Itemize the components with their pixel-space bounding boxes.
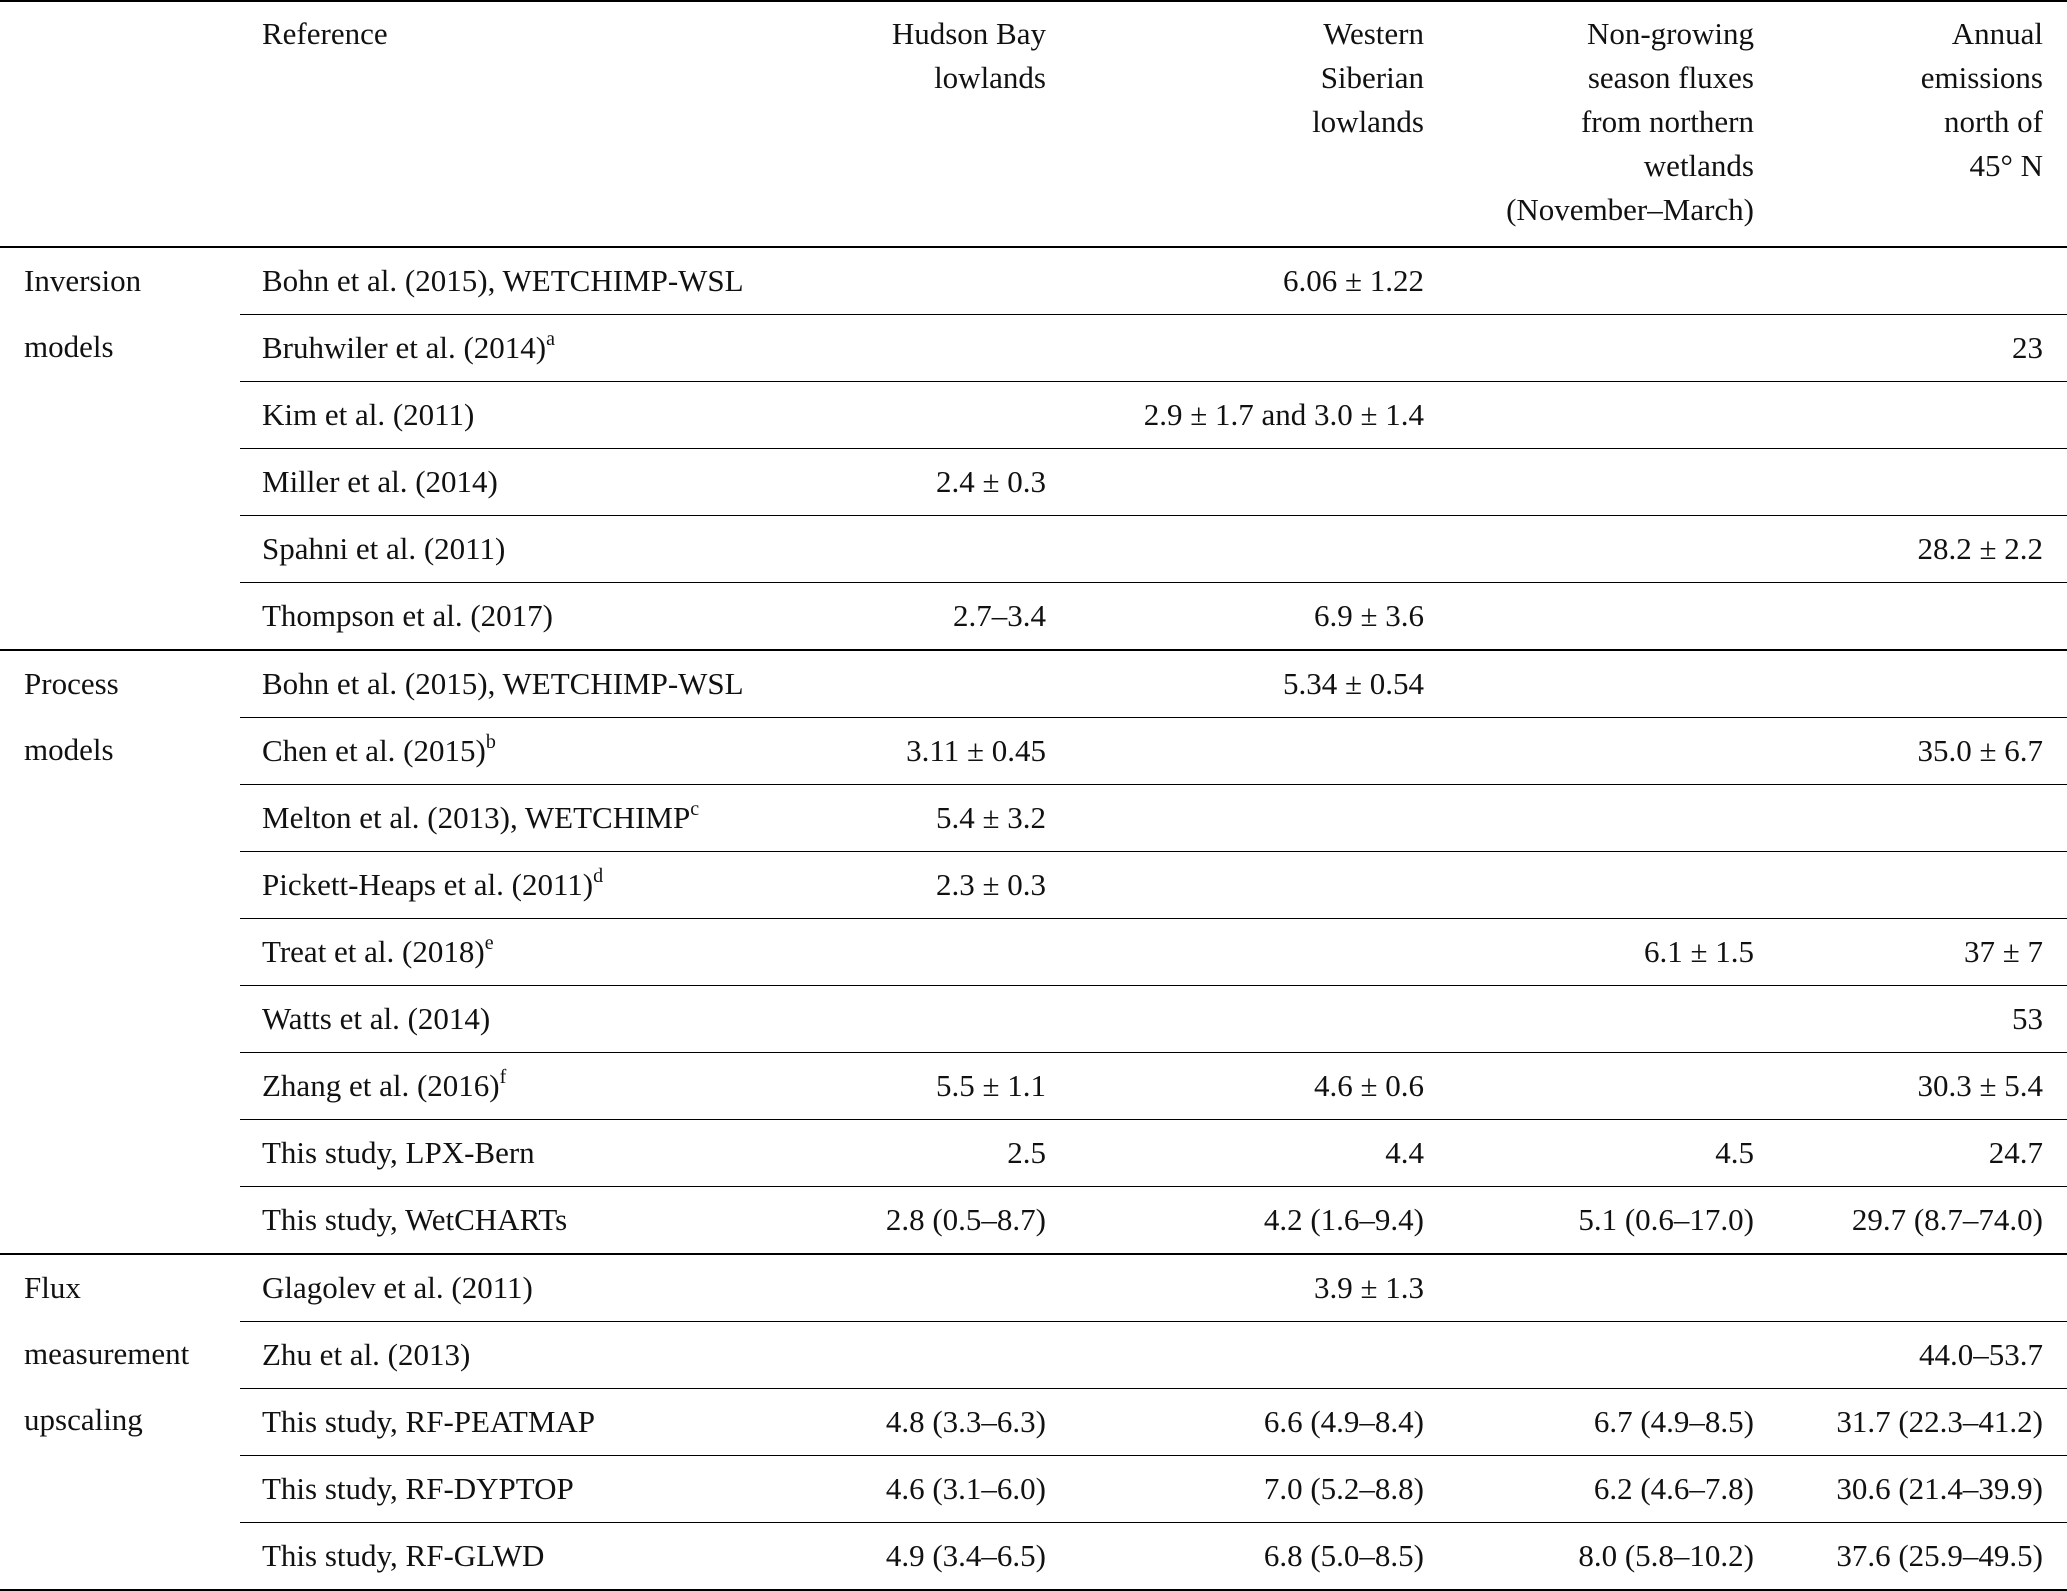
reference-cell: Thompson et al. (2017)	[262, 598, 554, 633]
non-growing-value: 5.1 (0.6–17.0)	[1578, 1202, 1754, 1237]
table-row	[0, 516, 2067, 583]
hudson-bay-value	[800, 1254, 1070, 1322]
non-growing-value	[1448, 986, 1778, 1053]
non-growing-value	[1448, 449, 1778, 516]
western-siberian-value	[1070, 449, 1448, 516]
header-non-growing: Non-growing season fluxes from northern wetlands (November–March)	[1506, 16, 1754, 227]
annual-value: 35.0 ± 6.7	[1778, 718, 2067, 785]
non-growing-value	[1448, 650, 1778, 718]
hudson-bay-value	[800, 247, 1070, 315]
annual-value: 37 ± 7	[1778, 919, 2067, 986]
table-row	[0, 583, 2067, 651]
reference-cell: Watts et al. (2014)	[240, 986, 800, 1053]
hudson-bay-value	[800, 315, 1070, 382]
hudson-bay-value	[800, 919, 1070, 986]
footnote-marker: b	[485, 730, 496, 753]
table-row	[0, 449, 2067, 516]
non-growing-value	[1448, 382, 1778, 449]
group-label: Process models	[24, 666, 119, 767]
table-row	[0, 1187, 2067, 1255]
table-row	[0, 1456, 2067, 1523]
hudson-bay-value: 2.7–3.4	[953, 598, 1046, 633]
table-header	[0, 1, 2067, 247]
reference-cell: Treat et al. $(2018)^e$	[240, 919, 800, 986]
western-siberian-value: 6.06 ± 1.22	[1070, 247, 1448, 315]
reference-cell: This study, WetCHARTs	[262, 1202, 568, 1237]
table-group	[0, 650, 2067, 1254]
table-row	[0, 650, 2067, 718]
footnote-marker: f	[499, 1065, 507, 1088]
non-growing-value	[1448, 1322, 1778, 1389]
hudson-bay-value: 4.6 (3.1–6.0)	[800, 1456, 1070, 1523]
annual-value: 23	[1778, 315, 2067, 382]
annual-value	[1778, 1254, 2067, 1322]
reference-cell: This study, RF-PEATMAP	[240, 1389, 800, 1456]
non-growing-value: 8.0 (5.8–10.2)	[1578, 1538, 1754, 1573]
western-siberian-value	[1070, 986, 1448, 1053]
western-siberian-value: 3.9 ± 1.3	[1070, 1254, 1448, 1322]
reference-cell: Melton et al. (2013), WETCHIMP$^c$	[240, 785, 800, 852]
table-row	[0, 247, 2067, 315]
table-row	[0, 986, 2067, 1053]
hudson-bay-value: 4.8 (3.3–6.3)	[800, 1389, 1070, 1456]
non-growing-value	[1448, 1254, 1778, 1322]
header-annual: Annual emissions north of 45° N	[1920, 16, 2043, 183]
table-group	[0, 247, 2067, 650]
hudson-bay-value: 5.5 ± 1.1	[800, 1053, 1070, 1120]
annual-value	[1778, 785, 2067, 852]
annual-value	[1778, 583, 2067, 651]
annual-value	[1778, 247, 2067, 315]
reference-cell: This study, RF-GLWD	[262, 1538, 545, 1573]
annual-value: 31.7 (22.3–41.2)	[1778, 1389, 2067, 1456]
western-siberian-value	[1070, 516, 1448, 583]
non-growing-value	[1448, 516, 1778, 583]
group-label: Flux measurement upscaling	[24, 1270, 190, 1437]
reference-cell: Zhang et al. $(2016)^f$	[240, 1053, 800, 1120]
hudson-bay-value	[800, 382, 1070, 449]
hudson-bay-value: 2.5	[800, 1120, 1070, 1187]
western-siberian-value: 7.0 (5.2–8.8)	[1070, 1456, 1448, 1523]
table-row	[0, 1120, 2067, 1187]
footnote-marker: d	[593, 864, 604, 887]
hudson-bay-value	[800, 986, 1070, 1053]
non-growing-value	[1448, 718, 1778, 785]
western-siberian-value	[1070, 852, 1448, 919]
reference-cell: Spahni et al. (2011)	[240, 516, 800, 583]
non-growing-value	[1448, 315, 1778, 382]
header-western-siberian: Western Siberian lowlands	[1312, 16, 1424, 139]
western-siberian-value: 4.4	[1070, 1120, 1448, 1187]
header-hudson-bay: Hudson Bay lowlands	[891, 16, 1046, 95]
annual-value: 24.7	[1778, 1120, 2067, 1187]
reference-cell: This study, RF-DYPTOP	[240, 1456, 800, 1523]
non-growing-value: 6.1 ± 1.5	[1448, 919, 1778, 986]
western-siberian-value	[1070, 718, 1448, 785]
hudson-bay-value	[800, 650, 1070, 718]
annual-value	[1778, 852, 2067, 919]
hudson-bay-value: 2.8 (0.5–8.7)	[885, 1202, 1046, 1237]
hudson-bay-value: 2.3 ± 0.3	[800, 852, 1070, 919]
western-siberian-value: 4.6 ± 0.6	[1070, 1053, 1448, 1120]
western-siberian-value	[1070, 315, 1448, 382]
hudson-bay-value	[800, 516, 1070, 583]
annual-value: 37.6 (25.9–49.5)	[1836, 1538, 2043, 1573]
reference-cell: This study, LPX-Bern	[240, 1120, 800, 1187]
annual-value	[1778, 382, 2067, 449]
western-siberian-value: 4.2 (1.6–9.4)	[1263, 1202, 1424, 1237]
reference-cell: Glagolev et al. (2011)	[240, 1254, 800, 1322]
table-row	[0, 1254, 2067, 1322]
western-siberian-value: 6.6 (4.9–8.4)	[1070, 1389, 1448, 1456]
table-group	[0, 1254, 2067, 1590]
hudson-bay-value: 4.9 (3.4–6.5)	[885, 1538, 1046, 1573]
non-growing-value: 4.5	[1448, 1120, 1778, 1187]
header-group-blank	[0, 1, 240, 247]
western-siberian-value	[1070, 919, 1448, 986]
table-row	[0, 785, 2067, 852]
reference-cell: Kim et al. (2011)	[240, 382, 800, 449]
annual-value: 30.6 (21.4–39.9)	[1778, 1456, 2067, 1523]
header-reference: Reference	[262, 16, 388, 51]
reference-cell: Zhu et al. (2013)	[240, 1322, 800, 1389]
annual-value: 53	[1778, 986, 2067, 1053]
non-growing-value	[1448, 247, 1778, 315]
non-growing-value	[1448, 852, 1778, 919]
table-row	[0, 1322, 2067, 1389]
footnote-marker: e	[484, 931, 494, 954]
western-siberian-value: 5.34 ± 0.54	[1070, 650, 1448, 718]
footnote-marker: a	[546, 327, 555, 350]
annual-value: 29.7 (8.7–74.0)	[1851, 1202, 2043, 1237]
western-siberian-value	[1070, 785, 1448, 852]
hudson-bay-value: 2.4 ± 0.3	[800, 449, 1070, 516]
hudson-bay-value: 3.11 ± 0.45	[800, 718, 1070, 785]
table-row	[0, 1053, 2067, 1120]
annual-value: 44.0–53.7	[1778, 1322, 2067, 1389]
non-growing-value: 6.7 (4.9–8.5)	[1448, 1389, 1778, 1456]
annual-value	[1778, 449, 2067, 516]
non-growing-value	[1448, 583, 1778, 651]
reference-cell: Pickett-Heaps et al. $(2011)^d$	[240, 852, 800, 919]
reference-cell: Bohn et al. (2015), WETCHIMP-WSL	[240, 247, 800, 315]
reference-cell: Chen et al. $(2015)^b$	[240, 718, 800, 785]
non-growing-value	[1448, 785, 1778, 852]
western-siberian-value: 2.9 ± 1.7 and 3.0 ± 1.4	[1070, 382, 1448, 449]
table-row	[0, 718, 2067, 785]
table-row	[0, 852, 2067, 919]
annual-value	[1778, 650, 2067, 718]
annual-value: 28.2 ± 2.2	[1778, 516, 2067, 583]
reference-cell: Bruhwiler et al. $(2014)^a$	[240, 315, 800, 382]
western-siberian-value	[1070, 1322, 1448, 1389]
non-growing-value: 6.2 (4.6–7.8)	[1448, 1456, 1778, 1523]
table-row	[0, 382, 2067, 449]
table-row	[0, 315, 2067, 382]
western-siberian-value: 6.9 ± 3.6	[1313, 598, 1424, 633]
non-growing-value	[1448, 1053, 1778, 1120]
hudson-bay-value	[800, 1322, 1070, 1389]
western-siberian-value: 6.8 (5.0–8.5)	[1263, 1538, 1424, 1573]
table-row	[0, 1389, 2067, 1456]
footnote-marker: c	[690, 797, 700, 820]
reference-cell: Bohn et al. (2015), WETCHIMP-WSL	[240, 650, 800, 718]
annual-value: 30.3 ± 5.4	[1778, 1053, 2067, 1120]
reference-cell: Miller et al. (2014)	[240, 449, 800, 516]
group-label: Inversion models	[24, 263, 142, 364]
hudson-bay-value: 5.4 ± 3.2	[800, 785, 1070, 852]
table-row	[0, 919, 2067, 986]
